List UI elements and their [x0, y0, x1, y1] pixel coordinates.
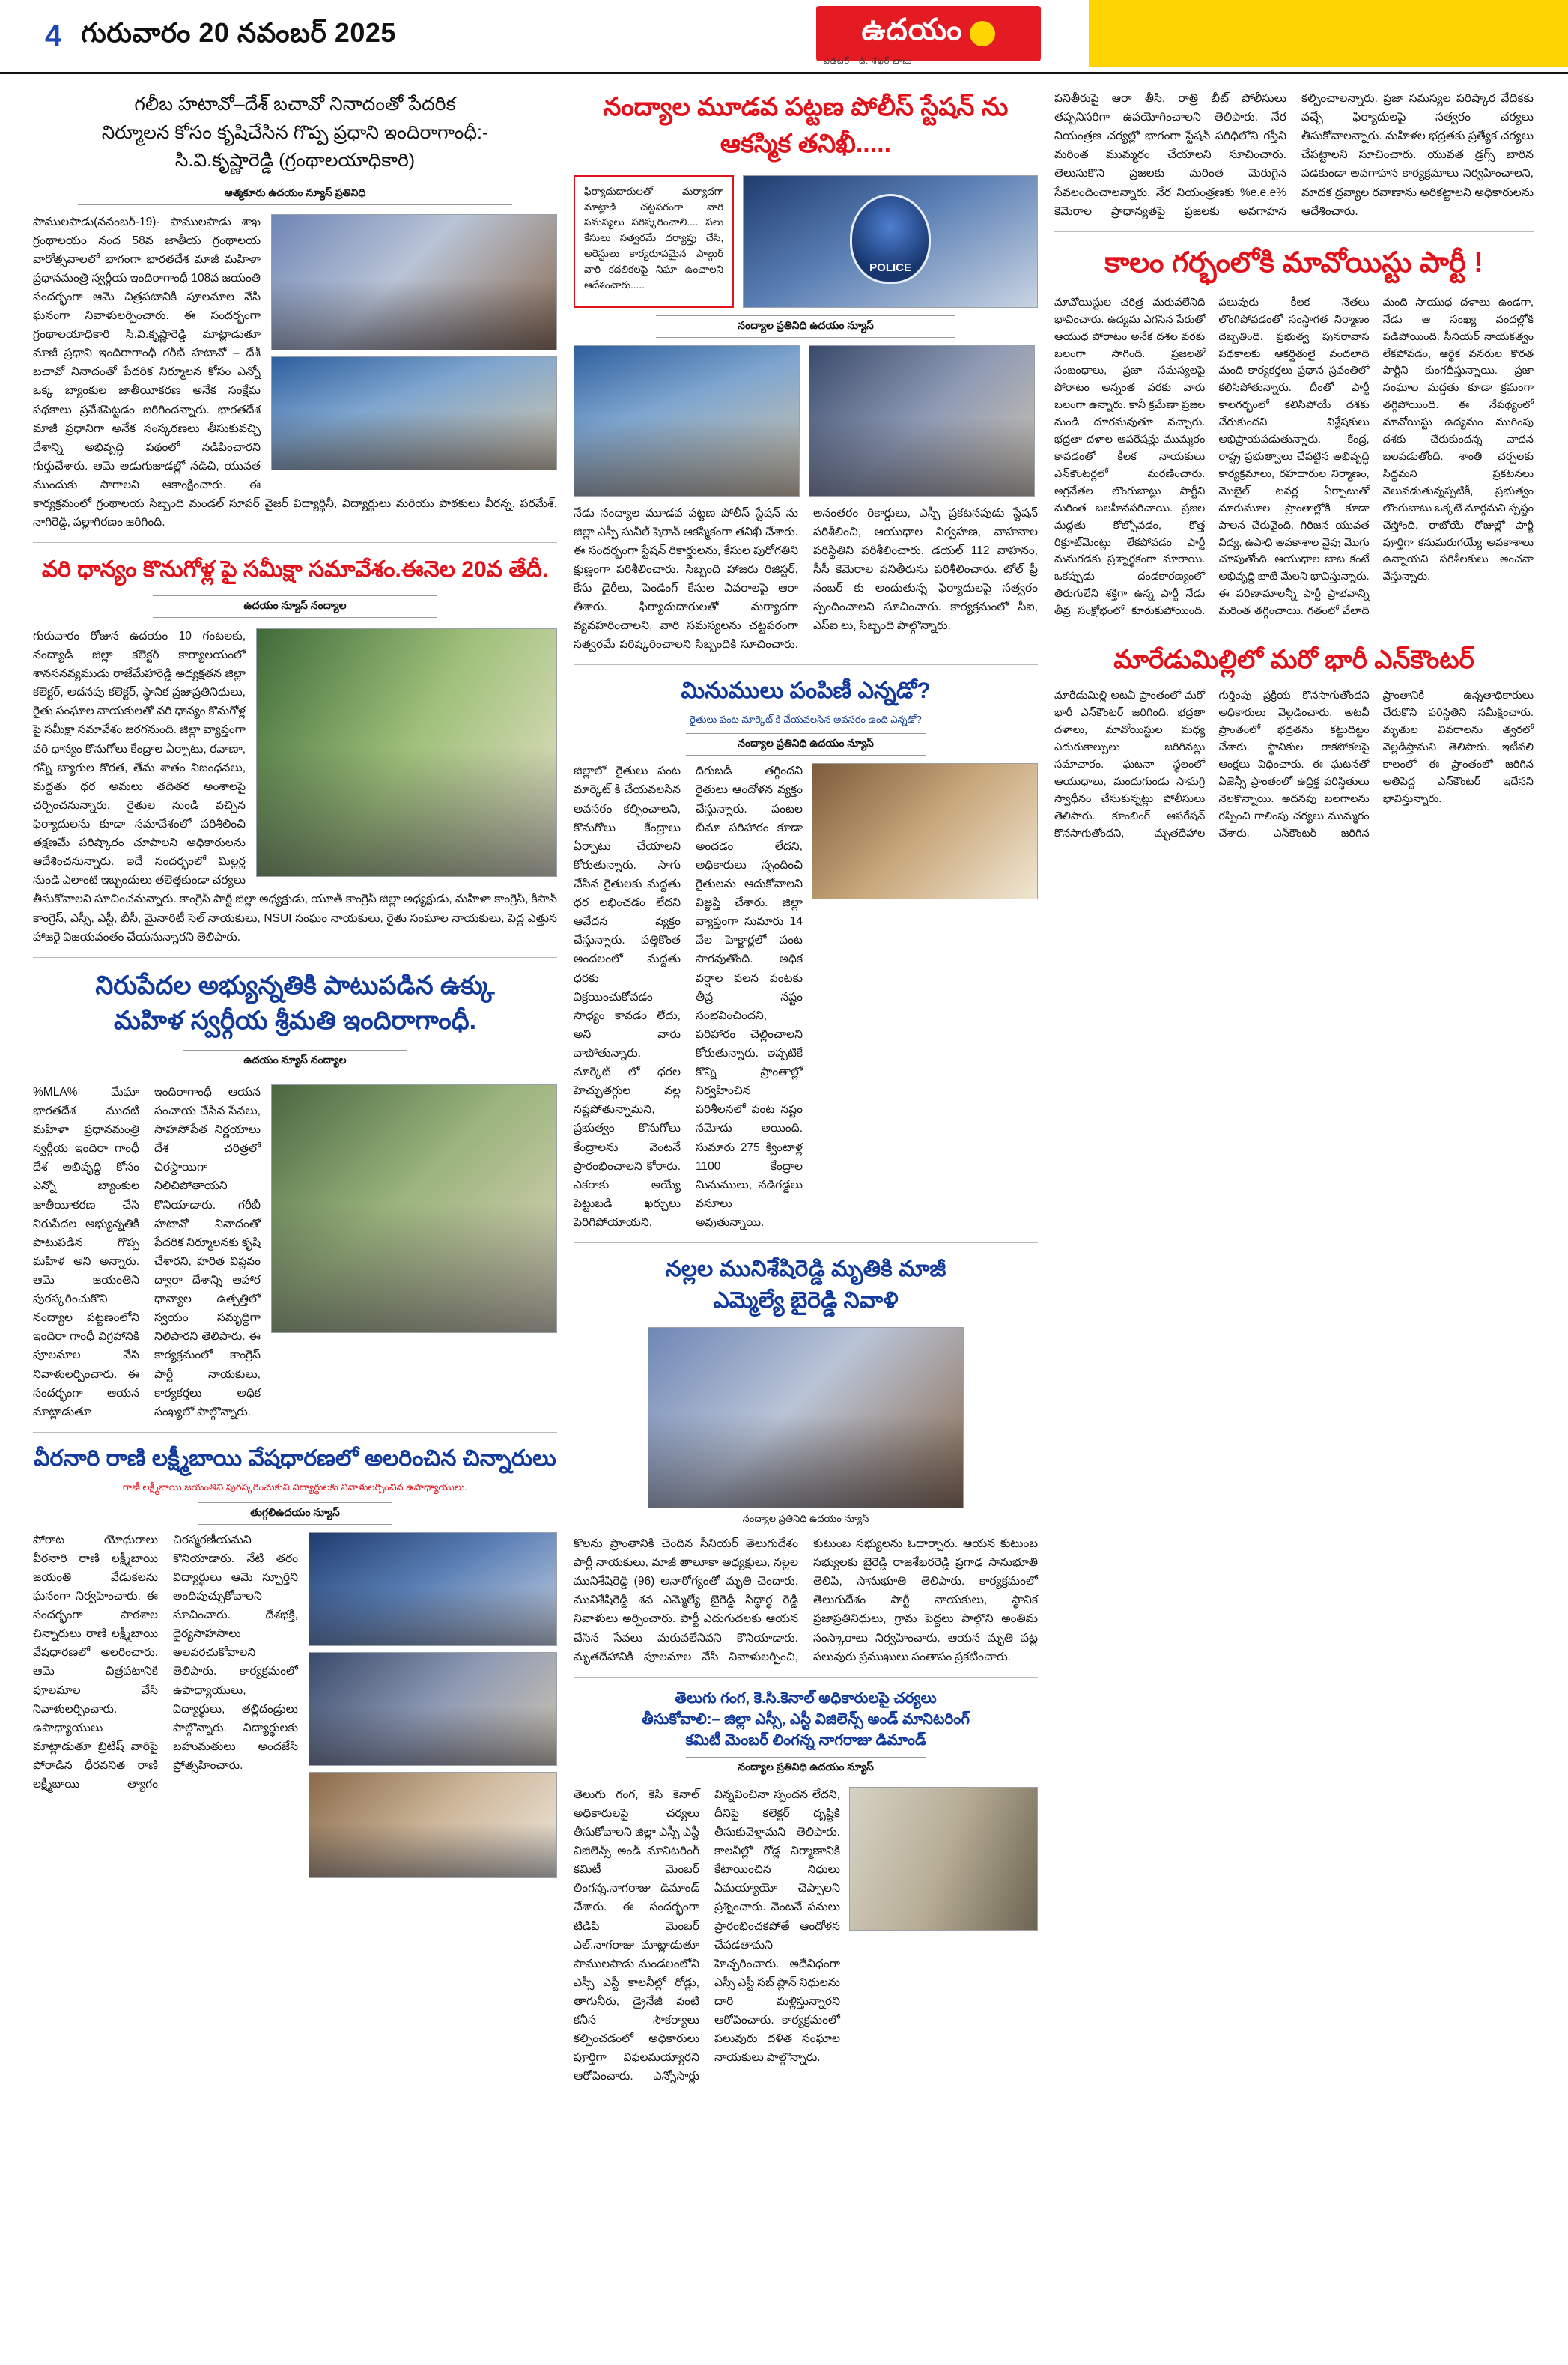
police-headline: నంద్యాల మూడవ పట్టణ పోలీస్ స్టేషన్ ను ఆకస్మిక తనిఖీ.....: [603, 93, 1009, 159]
obit-headline-1: నల్లల మునిశేషిరెడ్డి మృతికి మాజీ: [665, 1257, 946, 1282]
newspaper-logo: [816, 6, 1041, 61]
monitoring-headline-1: తెలుగు గంగ, కె.సి.కెనాల్ అధికారులపై చర్యలు: [675, 1689, 937, 1707]
indira-body: %MLA% మేఘా భారతదేశ ముదటి మహిళా ప్రధానమంత్రి స్వర్గీయ ఇందిరా గాంధీ దేశ అభివృద్ధి కోసం ఎన్నో బ్యాంకుల జాతీయీకరణ చేసి నిరుపేదల అభ్యున్నతికి పాటుపడిన గొప్ప మహిళ అని అన్నారు. ఆమె జయంతిని పురస్కరించుకొని నంద్యాల పట్టణంలోని ఇందిరా గాంధీ విగ్రహానికి పూలమాల వేసి నివాళులర్పించారు. ఈ సందర్భంగా ఆయన మాట్లాడుతూ ఇందిరాగాంధీ ఆయన సంచాయ చేసిన సేవలు, సాహసోపేత నిర్ణయాలు దేశ చరిత్రలో చిరస్థాయిగా నిలిచిపోతాయని కొనియాడారు. గరీబీ హటావో నినాదంతో పేదరిక నిర్మూలనకు కృషి చేశారని, హరిత విప్లవం ద్వారా దేశాన్ని ఆహార ధాన్యాల ఉత్పత్తిలో స్వయం సమృద్ధిగా నిలిపారని తెలిపారు. ఈ కార్యక్రమంలో కాంగ్రెస్ పార్టీ నాయకులు, కార్యకర్తలు అధిక సంఖ్యలో పాల్గొన్నారు.: [33, 1085, 261, 1418]
column-left: [33, 88, 557, 2086]
encounter-body: మారేడుమిల్లి అటవీ ప్రాంతంలో మరో భారీ ఎన్‌కౌంటర్ జరిగింది. భద్రతా దళాలు, మావోయిస్టుల మధ్య ఎదురుకాల్పులు జరిగినట్లు సమాచారం. ఘటనా స్థలంలో ఆయుధాలు, మందుగుండు సామగ్రి స్వాధీనం చేసుకున్నట్లు పోలీసులు తెలిపారు. కూంబింగ్ ఆపరేషన్ కొనసాగుతోందని, మృతదేహాల గుర్తింపు ప్రక్రియ కొనసాగుతోందని అధికారులు వెల్లడించారు. అటవీ ప్రాంతంలో భద్రతను కట్టుదిట్టం చేశారు. స్థానికుల రాకపోకలపై ఆంక్షలు విధించారు. ఈ ఘటనతో ఏజెన్సీ ప్రాంతంలో ఉద్రిక్త పరిస్థితులు నెలకొన్నాయి. అదనపు బలగాలను రప్పించి గాలింపు చర్యలు ముమ్మరం చేశారు. ఎన్‌కౌంటర్ జరిగిన ప్రాంతానికి ఉన్నతాధికారులు చేరుకొని పరిస్థితిని సమీక్షించారు. మృతుల వివరాలను త్వరలో వెల్లడిస్తామని తెలిపారు. ఇటీవలి కాలంలో ఈ ప్రాంతంలో జరిగిన అతిపెద్ద ఎన్‌కౌంటర్ ఇదేనని భావిస్తున్నారు.: [1054, 690, 1534, 840]
police-byline: నంద్యాల ప్రతినిధి ఉదయం న్యూస్: [656, 315, 955, 338]
police-highlight-box: ఫిర్యాదుదారులతో మర్యాదగా మాట్లాడి చట్టపరంగా వారి సమస్యలు పరిష్కరించాలి.... పలు కేసులు సత్వరమే దర్యాప్తు చేసి, అరెస్టులు కార్యరూపమైన పాల్గుర్ వారి కదలికలపై నిఘా ఉంచాలని ఆదేశించారు.....: [574, 175, 734, 308]
paddy-byline: ఉదయం న్యూస్ నంద్యాల: [153, 595, 437, 618]
logo-text: ఉదయం: [861, 13, 963, 46]
lead-headline-1: గలీబ హటావో–దేశ్ బచావో నినాదంతో పేదరిక: [134, 94, 456, 115]
page-content: [0, 74, 1568, 2086]
children-subhead: రాణీ లక్ష్మీబాయి జయంతిని పురస్కరించుకుని విద్యార్థులకు నివాళులర్పించిన ఉపాధ్యాయులు.: [122, 1481, 468, 1493]
police-photo-badge: [743, 175, 1038, 308]
maoist-body: మావోయిస్టుల చరిత్ర మరువలేనిది భావించారు. ఉద్యమ ఎగసిన పేరుతో ఆయుధ పోరాటం అనేక దశల వరకు బలంగా సాగింది. ప్రజలతో సంబంధాలు, ప్రజా సమస్యలపై పోరాటం అన్నంత వరకు వారు బలంగా ఉన్నారు. కానీ క్రమేణా ప్రజల నుండి దూరమవుతూ వచ్చారు. భద్రతా దళాల ఆపరేషన్లు ముమ్మరం కావడంతో కీలక నాయకులు ఎన్‌కౌంటర్లలో మరణించారు. అగ్రనేతల లొంగుబాట్లు పార్టీని మరింత బలహీనపరిచాయి. ప్రజల మద్దతు కోల్పోవడం, కొత్త రిక్రూట్‌మెంట్లు లేకపోవడం పార్టీ మనుగడకు ప్రశ్నార్థకంగా మారాయి. ఒకప్పుడు దండకారణ్యంలో తిరుగులేని శక్తిగా ఉన్న పార్టీ నేడు తీవ్ర సంక్షోభంలో కూరుకుపోయింది. పలువురు కీలక నేతలు లొంగిపోవడంతో సంస్థాగత నిర్మాణం దెబ్బతింది. ప్రభుత్వ పునరావాస పథకాలకు ఆకర్షితులై వందలాది మంది కార్యకర్తలు ప్రధాన స్రవంతిలో కలిసిపోతున్నారు. దీంతో పార్టీ కాలగర్భంలో కలిసిపోయే దశకు చేరుకుందని విశ్లేషకులు అభిప్రాయపడుతున్నారు. కేంద్ర, రాష్ట్ర ప్రభుత్వాలు చేపట్టిన అభివృద్ధి కార్యక్రమాలు, రహదారుల నిర్మాణం, మొబైల్ టవర్ల ఏర్పాటుతో మారుమూల ప్రాంతాల్లోకి కూడా పాలన చేరువైంది. గిరిజన యువత విద్య, ఉపాధి అవకాశాల వైపు మొగ్గు చూపుతోంది. ఆయుధాల బాట కంటే అభివృద్ధి బాటే మేలని భావిస్తున్నారు. ఈ పరిణామాలన్నీ పార్టీ ప్రాభవాన్ని మరింత తగ్గించాయి. గతంలో వేలాది మంది సాయుధ దళాలు ఉండగా, నేడు ఆ సంఖ్య వందల్లోకి పడిపోయింది. సీనియర్ నాయకత్వం లేకపోవడం, ఆర్థిక వనరుల కొరత పార్టీని కుంగదీస్తున్నాయి. ప్రజా సంఘాల మద్దతు కూడా క్రమంగా తగ్గిపోయింది. ఈ నేపథ్యంలో మావోయిస్టు ఉద్యమం ముగింపు దశకు చేరుకుందన్న వాదన బలపడుతోంది. శాంతి చర్చలకు సిద్ధమని ప్రకటనలు వెలువడుతున్నప్పటికీ, ప్రభుత్వం లొంగుబాటు ఒక్కటే మార్గమని స్పష్టం చేస్తోంది. రాబోయే రోజుల్లో పార్టీ పూర్తిగా కనుమరుగయ్యే అవకాశాలు ఉన్నాయని పరిశీలకులు అంచనా వేస్తున్నారు.: [1054, 296, 1534, 618]
police-photo-sp: [574, 345, 800, 497]
police-body-right: పనితీరుపై ఆరా తీసి, రాత్రి బీట్ పోలీసులు తప్పనిసరిగా ఉపయోగించాలని తెలిపారు. నేర నియంత్రణ చర్యల్లో భాగంగా స్టేషన్ పరిధిలోని గస్తీని మరింత ముమ్మరం చేయాలని సూచించారు. తెలుసుకొని ప్రజలకు మరింత మెరుగైన సేవలందించాలన్నారు. నేర నియంత్రణకు %e.e.e% కెమెరాల ప్రాధాన్యతపై ప్రజలకు అవగాహన కల్పించాలన్నారు. ప్రజా సమస్యల పరిష్కార వేదికకు వచ్చే ఫిర్యాదులపై సత్వరం చర్యలు తీసుకోవాలన్నారు. మహిళల భద్రతకు ప్రత్యేక చర్యలు చేపట్టాలని సూచించారు. యువత డ్రగ్స్ బారిన పడకుండా అవగాహన కార్యక్రమాలు నిర్వహించాలని, మాదక ద్రవ్యాల రవాణాను అరికట్టాలని అధికారులను ఆదేశించారు.: [1054, 92, 1534, 218]
monitoring-byline: నంద్యాల ప్రతినిధి ఉదయం న్యూస్: [686, 1757, 926, 1779]
divider: [33, 1432, 557, 1433]
divider: [574, 1242, 1038, 1243]
lead-body: పాములపాడు(నవంబర్-19)- పాములపాడు శాఖ గ్రంథాలయం నంద 58వ జాతీయ గ్రంథాలయ వారోత్సవాలలో భాగంగా భారతదేశ మాజీ మహిళా ప్రధానమంత్రి స్వర్గీయ ఇందిరాగాంధీ 108వ జయంతి సందర్భంగా ఆమె చిత్రపటానికి పూలమాల వేసి ఘనంగా నివాళులర్పించారు. ఈ సందర్భంగా గ్రంథాలయాధికారి సి.వి.కృష్ణారెడ్డి మాట్లాడుతూ మాజీ ప్రధాని ఇందిరాగాంధీ గరీబ్ హటావో – దేశ్ బచావో నినాదంతో పేదరిక నిర్మూలన కోసం ఎన్నో ఒక్క బ్యాంకుల జాతీయీకరణ అనేక సంక్షేమ పథకాలు ప్రవేశపెట్టడం జరిగిందన్నారు. భారతదేశ మాజీ ప్రధానిగా అనేక సంస్కరణలు తీసుకువచ్చి దేశాన్ని అభివృద్ధి పథంలో నడిపించారని గుర్తుచేశారు. ఆమె అడుగుజాడల్లో నడిచి, యువత ముందుకు సాగాలని ఆకాంక్షించారు. ఈ కార్యక్రమంలో గ్రంథాలయ సిబ్బంది మండల్ సూపర్ వైజర్ విద్యార్థినీ, విద్యార్థులు మరియు పాఠకులు వీరన్న, పరమేశ్, నాగిరెడ్డి, పల్లాగిరణం జరిగింది.: [33, 215, 557, 529]
children-byline: తుగ్గలిఉదయం న్యూస్: [198, 1502, 392, 1525]
article-monitoring: [574, 1688, 1038, 2086]
paddy-body: గురువారం రోజున ఉదయం 10 గంటలకు, నంద్యాడి జిల్లా కలెక్టర్ కార్యాలయంలో శానసనవ్యముడు రాజేమేహారెడ్డి అధ్యక్షతన జిల్లా కలెక్టర్, అదనపు కలెక్టర్, స్థానిక ప్రజాప్రతినిధులు, రైతు సంఘాల నాయకులతో వరి ధాన్యం కొనుగోళ్ల పై సమీక్షా సమావేశం జరగనుంది. జిల్లా వ్యాప్తంగా వరి ధాన్యం కొనుగోలు కేంద్రాల ఏర్పాటు, రవాణా, గన్నీ బ్యాగుల కొరత, తేమ శాతం నిబంధనలు, మద్దతు ధర అమలు తదితర అంశాలపై చర్చించనున్నారు. రైతుల నుండి వచ్చిన ఫిర్యాదులను కూడా సమావేశంలో పరిశీలించి తక్షణమే పరిష్కారం చూపాలని అధికారులను ఆదేశించనున్నారు. ఇదే సందర్భంలో మిల్లర్ల నుండి ఎలాంటి ఇబ్బందులు తలెత్తకుండా చర్యలు తీసుకోవాలని సూచించనున్నారు. కాంగ్రెస్ పార్టీ జిల్లా అధ్యక్షుడు, యూత్ కాంగ్రెస్ జిల్లా అధ్యక్షుడు, మహిళా కాంగ్రెస్, కిసాన్ కాంగ్రెస్, ఎస్సీ, ఎస్టీ, బీసీ, మైనారిటీ సెల్ నాయకులు, NSUI సంఘం నాయకులు, రైతు సంఘాల నాయకులు, పెద్ద ఎత్తున హాజరై విజయవంతం చేయనున్నారని తెలిపారు.: [33, 629, 557, 944]
article-minumulu: [574, 676, 1038, 1232]
divider: [33, 957, 557, 958]
lead-photo-top: [271, 214, 557, 350]
divider: [1054, 231, 1534, 232]
indira-byline: ఉదయం న్యూస్ నంద్యాల: [183, 1050, 407, 1072]
monitoring-headline-2: తీసుకోవాలి:– జిల్లా ఎస్సీ, ఎస్టీ విజిలెన్స్ అండ్ మానిటరింగ్: [641, 1710, 970, 1728]
maoist-headline: కాలం గర్భంలోకి మావోయిస్టు పార్టీ !: [1104, 246, 1483, 279]
obit-body: కొలను ప్రాంతానికి చెందిన సీనియర్ తెలుగుదేశం పార్టీ నాయకులు, మాజీ తాలూకా అధ్యక్షులు, నల్లల మునిశేషిరెడ్డి (96) అనారోగ్యంతో మృతి చెందారు. మునిశేషిరెడ్డి శవ ఎమ్మెల్యే బైరెడ్డి సిద్ధార్థ రెడ్డి నివాళులు అర్పించారు. పార్టీ ఎదుగుదలకు ఆయన చేసిన సేవలు మరువలేనివని కొనియాడారు. మృతదేహానికి పూలమాల వేసి నివాళులర్పించి, కుటుంబ సభ్యులను ఓదార్చారు. ఆయన కుటుంబ సభ్యులకు బైరెడ్డి రాజశేఖరరెడ్డి ప్రగాఢ సానుభూతి తెలిపి, సానుభూతి తెలిపారు. కార్యక్రమంలో తెలుగుదేశం పార్టీ నాయకులు, స్థానిక ప్రజాప్రతినిధులు, గ్రామ పెద్దలు పాల్గొని అంతిమ సంస్కారాలు నిర్వహించారు. ఆయన మృతి పట్ల పలువురు ప్రముఖులు సంతాపం ప్రకటించారు.: [574, 1537, 1038, 1663]
minumulu-photo: [812, 763, 1038, 899]
children-photo-1: [309, 1532, 557, 1646]
minumulu-headline: మినుములు పంపిణీ ఎన్నడో?: [681, 678, 931, 704]
lead-photo-bottom: [271, 356, 557, 470]
article-lead: [33, 91, 557, 532]
divider: [33, 542, 557, 543]
article-paddy: [33, 553, 557, 946]
article-encounter: [1054, 642, 1534, 842]
masthead-date: గురువారం 20 నవంబర్ 2025: [81, 16, 396, 48]
indira-headline-1: నిరుపేదల అభ్యున్నతికి పాటుపడిన ఉక్కు: [95, 971, 495, 1000]
minumulu-subhead: రైతులు పంట మార్కెట్ కి చేయవలసిన అవసరం ఉంది ఎన్నడో?: [690, 714, 922, 726]
logo-dot-icon: [970, 21, 995, 46]
children-headline: వీరనారి రాణి లక్ష్మీబాయి వేషధారణలో అలరించిన చిన్నారులు: [34, 1445, 556, 1471]
children-photo-3: [309, 1772, 557, 1878]
encounter-headline: మారేడుమిల్లిలో మరో భారీ ఎన్‌కౌంటర్: [1113, 646, 1474, 675]
monitoring-photo: [849, 1787, 1038, 1931]
column-middle: [574, 88, 1038, 2086]
column-right: [1054, 88, 1534, 2086]
article-obit: [574, 1254, 1038, 1666]
police-body-left: నేడు నంద్యాల మూడవ పట్టణ పోలీస్ స్టేషన్ ను జిల్లా ఎస్పీ సునీల్ షెరాన్ ఆకస్మికంగా తనిఖీ చేశారు. ఈ సందర్భంగా స్టేషన్ రికార్డులను, కేసుల పురోగతిని క్షుణ్ణంగా పరిశీలించారు. సిబ్బంది హాజరు రిజిస్టర్, కేసు డైరీలు, పెండింగ్ కేసుల వివరాలపై ఆరా తీశారు. ఫిర్యాదుదారులతో మర్యాదగా వ్యవహరించాలని, వారి సమస్యలను చట్టపరంగా సత్వరమే పరిష్కరించాలని సిబ్బందికి సూచించారు. అనంతరం రికార్డులు, ఎస్పీ ప్రకటనపుడు స్టేషన్ పరిశీలించి, ఆయుధాల నిర్వహణ, వాహనాల పరిస్థితిని పరిశీలించారు. డయల్ 112 వాహనం, సీసీ కెమెరాల పనితీరును పరిశీలించారు. టోల్ ఫ్రీ నంబర్ కు అందుతున్న ఫిర్యాదులపై సత్వరం స్పందించాలని సూచించారు. కార్యక్రమంలో సీఐ, ఎస్ఐ లు, సిబ్బంది పాల్గొన్నారు.: [574, 506, 1038, 652]
article-children: [33, 1443, 557, 1794]
police-badge-icon: POLICE: [850, 194, 931, 284]
masthead: [0, 0, 1568, 74]
obit-byline: నంద్యాల ప్రతినిధి ఉదయం న్యూస్: [742, 1513, 869, 1525]
article-maoist: [1054, 243, 1534, 620]
children-body: పోరాట యోధురాలు వీరనారి రాణి లక్ష్మీబాయి జయంతి వేడుకలను ఘనంగా నిర్వహించారు. ఈ సందర్భంగా పాఠశాల చిన్నారులు రాణి లక్ష్మీబాయి వేషధారణలో అలరించారు. ఆమె చిత్రపటానికి పూలమాల వేసి నివాళులర్పించారు. ఉపాధ్యాయులు మాట్లాడుతూ బ్రిటిష్ వారిపై పోరాడిన ధీరవనిత రాణి లక్ష్మీబాయి త్యాగం చిరస్మరణీయమని కొనియాడారు. నేటి తరం విద్యార్థులు ఆమె స్ఫూర్తిని అందిపుచ్చుకోవాలని సూచించారు. దేశభక్తి, ధైర్యసాహసాలు అలవరచుకోవాలని తెలిపారు. కార్యక్రమంలో ఉపాధ్యాయులు, విద్యార్థులు, తల్లిదండ్రులు పాల్గొన్నారు. విద్యార్థులకు బహుమతులు అందజేసి ప్రోత్సహించారు.: [33, 1533, 298, 1791]
logo-subtext: ఎడిటర్ : డి. శేఖర్ బాబు: [824, 57, 913, 66]
article-police: [574, 89, 1038, 654]
divider: [574, 664, 1038, 665]
children-photo-2: [309, 1652, 557, 1766]
indira-photo: [271, 1084, 557, 1333]
police-photo-station: [809, 345, 1035, 497]
article-indira: [33, 968, 557, 1421]
lead-byline: ఆత్మకూరు ఉదయం న్యూస్ ప్రతినిధి: [78, 183, 512, 205]
masthead-yellow-band: [1089, 0, 1568, 67]
indira-headline-2: మహిళ స్వర్గీయ శ్రీమతి ఇందిరాగాంధీ.: [113, 1007, 477, 1036]
paddy-headline: వరి ధాన్యం కొనుగోళ్ల పై సమీక్షా సమావేశం.ఈనెల 20వ తేదీ.: [41, 557, 549, 583]
lead-headline-2: నిర్మూలన కోసం కృషిచేసిన గొప్ప ప్రధాని ఇందిరాగాంధీ:-: [101, 121, 489, 143]
monitoring-body: తెలుగు గంగ, కెసి కెనాల్ అధికారులపై చర్యలు తీసుకోవాలని జిల్లా ఎస్సీ ఎస్టీ విజిలెన్స్ అండ్ మానిటరింగ్ కమిటీ మెంబర్ లింగన్న.నాగరాజు డిమాండ్ చేశారు. ఈ సందర్భంగా టిడిపి మెంబర్ ఎల్.నాగరాజు మాట్లాడుతూ పాములపాడు మండలంలోని ఎస్సీ ఎస్టీ కాలనీల్లో రోడ్లు, తాగునీరు, డ్రైనేజీ వంటి కనీస సౌకర్యాలు కల్పించడంలో అధికారులు పూర్తిగా విఫలమయ్యారని ఆరోపించారు. ఎన్నోసార్లు విన్నవించినా స్పందన లేదని, దీనిపై కలెక్టర్ దృష్టికి తీసుకువెళ్తామని తెలిపారు. కాలనీల్లో రోడ్ల నిర్మాణానికి కేటాయించిన నిధులు ఏమయ్యాయో చెప్పాలని ప్రశ్నించారు. వెంటనే పనులు ప్రారంభించకపోతే ఆందోళన చేపడతామని హెచ్చరించారు. అదేవిధంగా ఎస్సీ ఎస్టీ సబ్ ప్లాన్ నిధులను దారి మళ్లిస్తున్నారని ఆరోపించారు. కార్యక్రమంలో పలువురు దళిత సంఘాల నాయకులు పాల్గొన్నారు.: [574, 1788, 840, 2083]
minumulu-byline: నంద్యాల ప్రతినిధి ఉదయం న్యూస్: [686, 733, 926, 756]
paddy-photo: [256, 628, 557, 877]
obit-headline-2: ఎమ్మెల్యే బైరెడ్డి నివాళి: [713, 1288, 899, 1314]
lead-headline-3: సి.వి.కృష్ణారెడ్డి (గ్రంథాలయాధికారి): [174, 150, 416, 171]
obit-photo: [648, 1327, 964, 1508]
divider: [574, 1677, 1038, 1678]
monitoring-headline-3: కమిటీ మెంబర్ లింగన్న నాగరాజు డిమాండ్: [685, 1731, 926, 1749]
minumulu-body: జిల్లాలో రైతులు పంట మార్కెట్ కి చేయవలసిన అవసరం కల్పించాలని, కొనుగోలు కేంద్రాలు ఏర్పాటు చేయాలని కోరుతున్నారు. సాగు చేసిన రైతులకు మద్దతు ధర లభించడం లేదని ఆవేదన వ్యక్తం చేస్తున్నారు. పత్తికొంత అందలంలో మద్దతు ధరకు విక్రయించుకోవడం సాధ్యం కావడం లేదు, అని వారు వాపోతున్నారు. మార్కెట్ లో ధరల హెచ్చుతగ్గుల వల్ల నష్టపోతున్నామని, ప్రభుత్వం కొనుగోలు కేంద్రాలను వెంటనే ప్రారంభించాలని కోరారు. ఎకరాకు అయ్యే పెట్టుబడి ఖర్చులు పెరిగిపోయాయని, దిగుబడి తగ్గిందని రైతులు ఆందోళన వ్యక్తం చేస్తున్నారు. పంటల బీమా పరిహారం కూడా అందడం లేదని, అధికారులు స్పందించి రైతులను ఆదుకోవాలని విజ్ఞప్తి చేశారు. జిల్లా వ్యాప్తంగా సుమారు 14 వేల హెక్టార్లలో పంట సాగవుతోంది. అధిక వర్షాల వలన పంటకు తీవ్ర నష్టం సంభవించిందని, పరిహారం చెల్లించాలని కోరుతున్నారు. ఇప్పటికే కొన్ని ప్రాంతాల్లో నిర్వహించిన పరిశీలనలో పంట నష్టం నమోదు అయింది. సుమారు 275 క్వింటాళ్ల 1100 కేంద్రాల మినుములు, నడిగడ్డలు వసూలు అవుతున్నాయి.: [574, 765, 803, 1229]
page-number: 4: [45, 19, 62, 52]
